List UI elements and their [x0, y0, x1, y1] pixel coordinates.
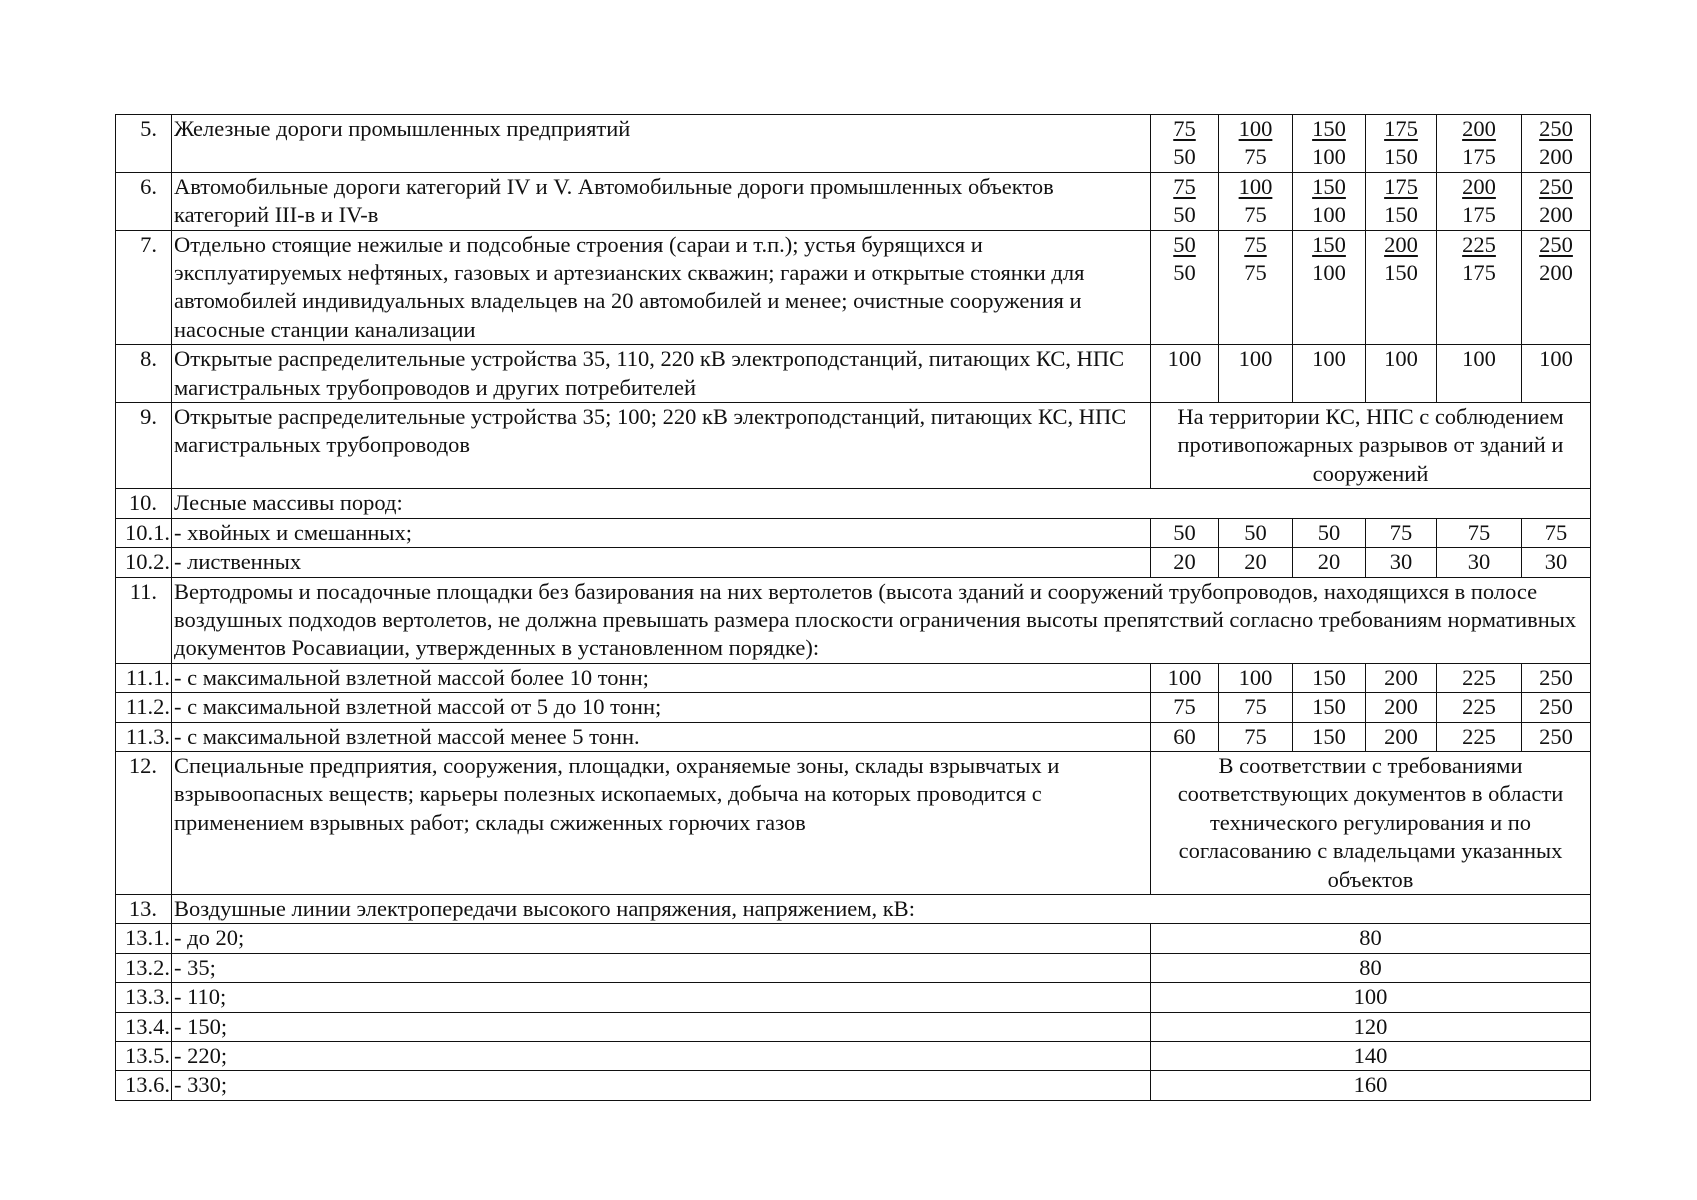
value-cell: 30 [1437, 548, 1522, 577]
row-description: Автомобильные дороги категорий IV и V. Автомобильные дороги промышленных объектов категорий III-в и IV-в [172, 172, 1151, 230]
row-description: - 110; [172, 983, 1151, 1012]
fraction-cell: 150 100 [1293, 172, 1366, 230]
fraction-cell: 200 175 [1437, 115, 1522, 173]
row-description: Воздушные линии электропередачи высокого напряжения, напряжением, кВ: [172, 894, 1591, 923]
row-description: Открытые распределительные устройства 35; 100; 220 кВ электроподстанций, питающих КС, НПС магистральных трубопроводов [172, 403, 1151, 489]
value-cell: 75 [1522, 518, 1591, 547]
distance-norms-table [115, 114, 1591, 1101]
value-cell: 75 [1219, 693, 1293, 722]
value-cell: 100 [1151, 663, 1219, 692]
table-row [116, 983, 1591, 1012]
value-cell: 60 [1151, 722, 1219, 751]
row-description: Железные дороги промышленных предприятий [172, 115, 1151, 173]
fraction-cell: 50 50 [1151, 230, 1219, 345]
fraction-cell: 150 100 [1293, 230, 1366, 345]
table-row [116, 172, 1591, 230]
value-cell: 100 [1293, 345, 1366, 403]
value-cell: 100 [1366, 345, 1437, 403]
merged-value-cell: 80 [1151, 953, 1591, 982]
table-row [116, 577, 1591, 663]
row-description: - хвойных и смешанных; [172, 518, 1151, 547]
merged-value-cell: На территории КС, НПС с соблюдением противопожарных разрывов от зданий и сооружений [1151, 403, 1591, 489]
fraction-cell: 200 150 [1366, 230, 1437, 345]
row-description: - 35; [172, 953, 1151, 982]
value-cell: 250 [1522, 722, 1591, 751]
table-row [116, 345, 1591, 403]
row-number: 7. [116, 230, 172, 345]
row-number: 13.1. [116, 924, 172, 953]
fraction-cell: 75 50 [1151, 172, 1219, 230]
row-number: 13.2. [116, 953, 172, 982]
row-number: 5. [116, 115, 172, 173]
table-row [116, 924, 1591, 953]
value-cell: 250 [1522, 693, 1591, 722]
value-cell: 50 [1293, 518, 1366, 547]
value-cell: 150 [1293, 693, 1366, 722]
fraction-cell: 250 200 [1522, 115, 1591, 173]
row-description: - 330; [172, 1071, 1151, 1100]
value-cell: 200 [1366, 693, 1437, 722]
row-number: 12. [116, 751, 172, 894]
fraction-cell: 175 150 [1366, 172, 1437, 230]
value-cell: 75 [1366, 518, 1437, 547]
row-number: 6. [116, 172, 172, 230]
value-cell: 250 [1522, 663, 1591, 692]
fraction-cell: 225 175 [1437, 230, 1522, 345]
value-cell: 225 [1437, 663, 1522, 692]
merged-value-cell: 160 [1151, 1071, 1591, 1100]
fraction-cell: 100 75 [1219, 115, 1293, 173]
row-description: Открытые распределительные устройства 35, 110, 220 кВ электроподстанций, питающих КС, НПС магистральных трубопроводов и других потребителей [172, 345, 1151, 403]
merged-value-cell: 100 [1151, 983, 1591, 1012]
table-row [116, 489, 1591, 518]
fraction-cell: 200 175 [1437, 172, 1522, 230]
merged-value-cell: 140 [1151, 1042, 1591, 1071]
value-cell: 150 [1293, 663, 1366, 692]
table-row [116, 518, 1591, 547]
row-description: - с максимальной взлетной массой от 5 до 10 тонн; [172, 693, 1151, 722]
row-number: 11.2. [116, 693, 172, 722]
row-description: - 150; [172, 1012, 1151, 1041]
value-cell: 100 [1522, 345, 1591, 403]
value-cell: 200 [1366, 722, 1437, 751]
merged-value-cell: 120 [1151, 1012, 1591, 1041]
table-row [116, 1071, 1591, 1100]
table-row [116, 693, 1591, 722]
row-number: 13.4. [116, 1012, 172, 1041]
table-row [116, 548, 1591, 577]
row-number: 11.3. [116, 722, 172, 751]
value-cell: 100 [1219, 663, 1293, 692]
fraction-cell: 150 100 [1293, 115, 1366, 173]
row-number: 8. [116, 345, 172, 403]
fraction-cell: 75 50 [1151, 115, 1219, 173]
fraction-cell: 250 200 [1522, 172, 1591, 230]
value-cell: 150 [1293, 722, 1366, 751]
value-cell: 30 [1522, 548, 1591, 577]
table-row [116, 663, 1591, 692]
row-description: Лесные массивы пород: [172, 489, 1591, 518]
row-description: - лиственных [172, 548, 1151, 577]
value-cell: 100 [1151, 345, 1219, 403]
row-description: - с максимальной взлетной массой менее 5 тонн. [172, 722, 1151, 751]
row-number: 10. [116, 489, 172, 518]
value-cell: 50 [1151, 518, 1219, 547]
table-row [116, 953, 1591, 982]
value-cell: 100 [1437, 345, 1522, 403]
value-cell: 225 [1437, 693, 1522, 722]
fraction-cell: 250 200 [1522, 230, 1591, 345]
row-number: 10.2. [116, 548, 172, 577]
table-row [116, 1042, 1591, 1071]
row-number: 13. [116, 894, 172, 923]
value-cell: 30 [1366, 548, 1437, 577]
row-description: - 220; [172, 1042, 1151, 1071]
merged-value-cell: 80 [1151, 924, 1591, 953]
row-description: - до 20; [172, 924, 1151, 953]
table-row [116, 1012, 1591, 1041]
value-cell: 200 [1366, 663, 1437, 692]
value-cell: 225 [1437, 722, 1522, 751]
table-row [116, 751, 1591, 894]
row-description: Специальные предприятия, сооружения, площадки, охраняемые зоны, склады взрывчатых и взрывоопасных веществ; карьеры полезных ископаемых, добыча на которых проводится с применением взрывных работ; склады сжиженных горючих газов [172, 751, 1151, 894]
table-row [116, 115, 1591, 173]
row-description: Отдельно стоящие нежилые и подсобные строения (сараи и т.п.); устья бурящихся и эксплуатируемых нефтяных, газовых и артезианских скважин; гаражи и открытые стоянки для автомобилей индивидуальных владельцев на 20 автомобилей и менее; очистные сооружения и насосные станции канализации [172, 230, 1151, 345]
value-cell: 75 [1437, 518, 1522, 547]
row-description: - с максимальной взлетной массой более 10 тонн; [172, 663, 1151, 692]
value-cell: 50 [1219, 518, 1293, 547]
row-number: 13.5. [116, 1042, 172, 1071]
table-row [116, 894, 1591, 923]
value-cell: 20 [1293, 548, 1366, 577]
row-description: Вертодромы и посадочные площадки без базирования на них вертолетов (высота зданий и сооружений трубопроводов, находящихся в полосе воздушных подходов вертолетов, не должна превышать размера плоскости ограничения высоты препятствий согласно требованиям нормативных документов Росавиации, утвержденных в установленном порядке): [172, 577, 1591, 663]
row-number: 13.3. [116, 983, 172, 1012]
row-number: 11. [116, 577, 172, 663]
row-number: 9. [116, 403, 172, 489]
table-row [116, 230, 1591, 345]
table-row [116, 403, 1591, 489]
fraction-cell: 175 150 [1366, 115, 1437, 173]
merged-value-cell: В соответствии с требованиями соответствующих документов в области технического регулирования и по согласованию с владельцами указанных объектов [1151, 751, 1591, 894]
value-cell: 20 [1219, 548, 1293, 577]
table-row [116, 722, 1591, 751]
value-cell: 100 [1219, 345, 1293, 403]
value-cell: 20 [1151, 548, 1219, 577]
value-cell: 75 [1151, 693, 1219, 722]
row-number: 10.1. [116, 518, 172, 547]
value-cell: 75 [1219, 722, 1293, 751]
row-number: 13.6. [116, 1071, 172, 1100]
fraction-cell: 100 75 [1219, 172, 1293, 230]
row-number: 11.1. [116, 663, 172, 692]
fraction-cell: 75 75 [1219, 230, 1293, 345]
